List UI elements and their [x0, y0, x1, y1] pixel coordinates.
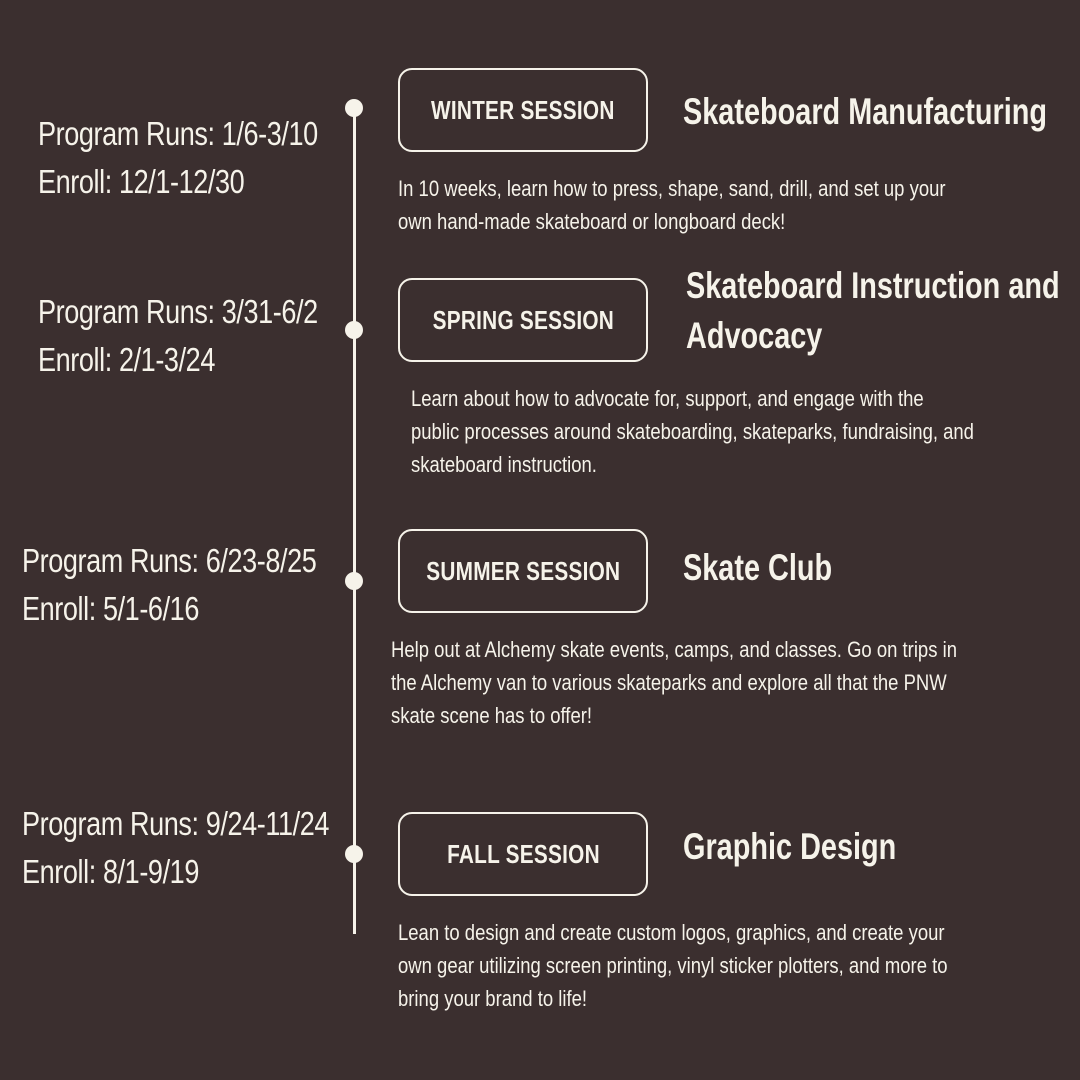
fall-session-label: FALL SESSION [446, 838, 600, 869]
spring-dates [38, 288, 318, 384]
winter-description-line-1: In 10 weeks, learn how to press, shape, sand, drill, and set up your [398, 176, 946, 201]
fall-description-line-2: own gear utilizing screen printing, vinyl sticker plotters, and more to [398, 953, 948, 978]
summer-dates [22, 537, 316, 633]
timeline-line [353, 100, 356, 934]
spring-enroll: Enroll: 2/1-3/24 [38, 341, 215, 378]
fall-title [683, 822, 896, 872]
summer-description-line-3: skate scene has to offer! [391, 703, 593, 728]
spring-title [686, 261, 1060, 361]
summer-description-line-2: the Alchemy van to various skateparks and explore all that the PNW [391, 670, 947, 695]
summer-session-badge [398, 529, 648, 613]
fall-description-line-3: bring your brand to life! [398, 986, 588, 1011]
summer-enroll: Enroll: 5/1-6/16 [22, 590, 199, 627]
timeline-dot-summer [345, 572, 363, 590]
winter-program-runs: Program Runs: 1/6-3/10 [38, 115, 318, 152]
spring-session-badge [398, 278, 648, 362]
winter-dates [38, 110, 318, 206]
summer-program-runs: Program Runs: 6/23-8/25 [22, 542, 317, 579]
fall-session-badge [398, 812, 648, 896]
winter-title [683, 87, 1047, 137]
timeline-dot-winter [345, 99, 363, 117]
timeline-dot-fall [345, 845, 363, 863]
winter-enroll: Enroll: 12/1-12/30 [38, 163, 245, 200]
winter-description [398, 172, 946, 238]
spring-program-runs: Program Runs: 3/31-6/2 [38, 293, 318, 330]
fall-description [398, 916, 948, 1015]
spring-description-line-1: Learn about how to advocate for, support, and engage with the [411, 386, 924, 411]
spring-description-line-2: public processes around skateboarding, skateparks, fundraising, and [411, 419, 974, 444]
spring-description-line-3: skateboard instruction. [411, 452, 597, 477]
fall-title-line-1: Graphic Design [683, 826, 897, 867]
fall-description-line-1: Lean to design and create custom logos, graphics, and create your [398, 920, 945, 945]
fall-dates [22, 800, 329, 896]
fall-program-runs: Program Runs: 9/24-11/24 [22, 805, 330, 842]
summer-title [683, 543, 832, 593]
winter-title-line-1: Skateboard Manufacturing [683, 91, 1048, 132]
spring-title-line-2: Advocacy [686, 315, 823, 356]
summer-title-line-1: Skate Club [683, 547, 833, 588]
summer-description [391, 633, 957, 732]
spring-description [411, 382, 974, 481]
summer-description-line-1: Help out at Alchemy skate events, camps, and classes. Go on trips in [391, 637, 957, 662]
timeline-dot-spring [345, 321, 363, 339]
fall-enroll: Enroll: 8/1-9/19 [22, 853, 199, 890]
spring-title-line-1: Skateboard Instruction and [686, 265, 1060, 306]
spring-session-label: SPRING SESSION [432, 304, 614, 335]
summer-session-label: SUMMER SESSION [425, 555, 621, 586]
winter-description-line-2: own hand-made skateboard or longboard deck! [398, 209, 786, 234]
winter-session-label: WINTER SESSION [431, 94, 615, 125]
winter-session-badge [398, 68, 648, 152]
